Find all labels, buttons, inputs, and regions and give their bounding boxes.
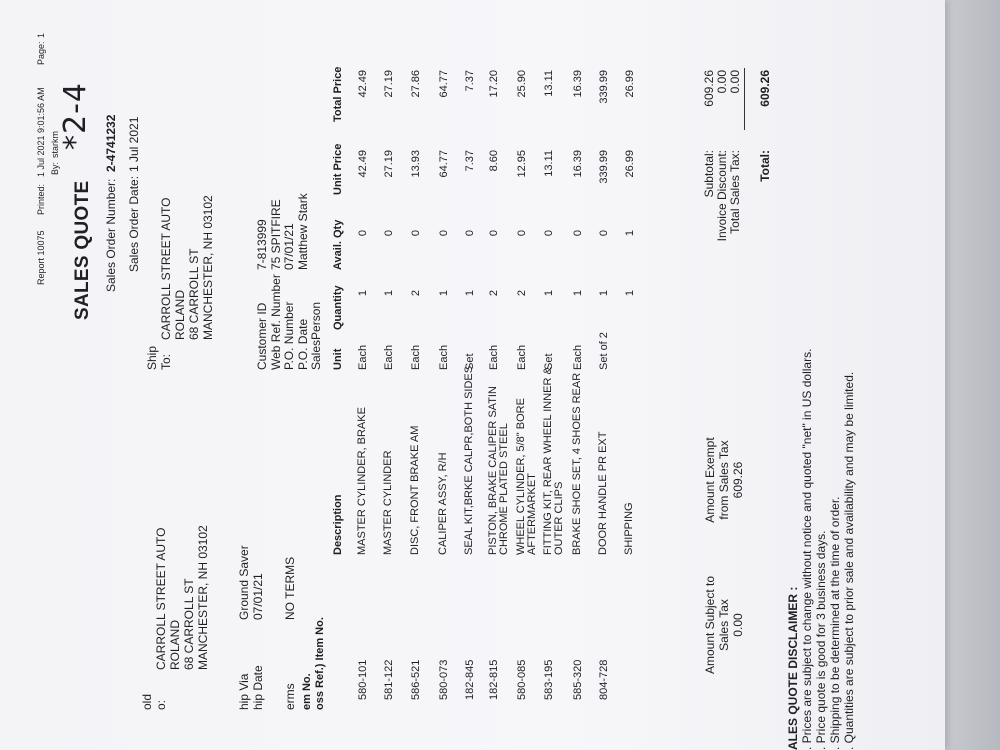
item-quantity: 1	[438, 290, 450, 297]
item-avail-qty: 0	[383, 230, 395, 237]
item-unit-price: 7.37	[464, 150, 476, 172]
terms-value: NO TERMS	[283, 556, 297, 620]
page-label: Page:	[36, 41, 46, 65]
disclaimer-text: Shipping to be determined at the time of order.	[828, 496, 842, 744]
item-total-price: 42.49	[357, 70, 369, 98]
ship-to-label-1: Ship	[145, 345, 159, 370]
report-number: Report 10075	[36, 230, 46, 285]
item-unit: Each	[357, 344, 369, 370]
item-number: 585-320	[572, 659, 584, 700]
ship-date-value: 07/01/21	[251, 573, 265, 620]
item-avail-qty: 0	[410, 230, 422, 237]
description-line: DOOR HANDLE PR EXT	[597, 431, 609, 555]
item-avail-qty: 0	[464, 230, 476, 237]
meta-left-values	[237, 545, 265, 620]
item-number: 583-195	[543, 659, 555, 700]
item-quantity: 1	[357, 290, 369, 297]
item-unit: Each	[516, 344, 528, 370]
ship-via-label: hip Via	[237, 673, 251, 710]
subtotal-label: Subtotal:	[702, 150, 716, 198]
item-unit-price: 16.39	[572, 150, 584, 178]
item-unit: Set	[464, 353, 476, 370]
sold-to-line: ROLAND	[168, 619, 182, 670]
item-avail-qty: 1	[624, 230, 636, 237]
ship-to-line: MANCHESTER, NH 03102	[201, 195, 215, 340]
item-number: 182-845	[464, 659, 476, 700]
amount-subject-value: 0.00	[731, 613, 745, 637]
item-unit-price: 42.49	[357, 150, 369, 178]
item-number: 580-073	[438, 659, 450, 700]
item-unit-price: 64.77	[438, 150, 450, 178]
meta-right-labels	[256, 274, 324, 370]
totals-labels	[703, 150, 742, 280]
description-line: WHEEL CYLINDER, 5/8" BORE	[515, 398, 527, 555]
item-number: 182-815	[488, 659, 500, 700]
item-total-price: 339.99	[598, 70, 610, 104]
sold-to-label-1: old	[140, 693, 154, 710]
item-total-price: 16.39	[572, 70, 584, 98]
total-label: Total:	[758, 150, 772, 182]
item-number: 804-728	[598, 659, 610, 700]
invoice-discount-label: Invoice Discount:	[715, 150, 729, 242]
terms-label: erms	[283, 683, 297, 710]
item-quantity: 2	[488, 290, 500, 297]
item-unit: Set of 2	[598, 332, 610, 370]
sold-to-label-2: o:	[154, 699, 168, 710]
sales-tax-label: Total Sales Tax:	[728, 150, 742, 234]
disclaimer-text: Price quote is good for 3 business days.	[814, 530, 828, 744]
sales-tax-value: 0.00	[728, 70, 742, 94]
item-quantity: 1	[543, 290, 555, 297]
description-line: MASTER CYLINDER	[382, 450, 394, 555]
description-line: CALIPER ASSY, R/H	[437, 452, 449, 555]
po-number-value: 75 SPITFIRE	[268, 199, 283, 270]
po-date-value: 07/01/21	[282, 223, 296, 270]
description-line: MASTER CYLINDER, BRAKE	[356, 407, 368, 555]
total-value: 609.26	[758, 70, 772, 107]
item-total-price: 27.86	[410, 70, 422, 98]
item-avail-qty: 0	[598, 230, 610, 237]
amount-subject-block	[703, 540, 745, 710]
by-value: starkm	[50, 131, 60, 158]
ship-to-line: ROLAND	[173, 289, 187, 340]
item-avail-qty: 0	[357, 230, 369, 237]
item-number: 580-085	[516, 659, 528, 700]
item-description	[598, 432, 609, 555]
ship-to-line: 68 CARROLL ST	[187, 248, 201, 340]
item-unit-price: 12.95	[516, 150, 528, 178]
totals-rule	[744, 68, 745, 130]
item-description	[410, 426, 421, 555]
item-description	[543, 367, 565, 555]
item-quantity: 1	[572, 290, 584, 297]
ship-to-line: CARROLL STREET AUTO	[159, 197, 173, 340]
disclaimer-heading: ALES QUOTE DISCLAIMER :	[786, 586, 800, 750]
item-quantity: 1	[598, 290, 610, 297]
salesperson-label: SalesPerson	[309, 301, 323, 370]
disclaimer-list	[800, 349, 856, 750]
item-quantity: 2	[410, 290, 422, 297]
item-total-price: 25.90	[516, 70, 528, 98]
printed-value: 1 Jul 2021 9:01:56 AM	[36, 87, 46, 177]
ship-via-value: Ground Saver	[237, 545, 251, 620]
invoice-discount-value: 0.00	[715, 70, 729, 94]
amount-exempt-label-2: from Sales Tax	[717, 440, 731, 520]
item-quantity: 1	[624, 290, 636, 297]
amount-subject-label-2: Sales Tax	[717, 599, 731, 651]
sold-to-line: 68 CARROLL ST	[182, 578, 196, 670]
item-quantity: 2	[516, 290, 528, 297]
disclaimer-line: . Quantities are subject to prior sale and availability and may be limited.	[842, 371, 856, 750]
order-date-label: Sales Order Date:	[127, 175, 141, 272]
meta-right-values	[256, 193, 310, 270]
item-unit-price: 8.60	[488, 150, 500, 172]
page-title: SALES QUOTE	[72, 180, 93, 320]
order-number-label: Sales Order Number:	[104, 178, 118, 292]
description-line: SHIPPING	[623, 502, 635, 555]
col-unit-price-header: Unit Price	[332, 143, 344, 195]
item-description	[357, 407, 368, 555]
item-avail-qty: 0	[438, 230, 450, 237]
description-line: PISTON, BRAKE CALIPER SATIN	[487, 386, 499, 555]
item-unit: Set	[543, 353, 555, 370]
sold-to-address	[154, 525, 210, 670]
item-unit: Each	[488, 344, 500, 370]
customer-id-label: Customer ID	[255, 302, 269, 370]
ship-date-label: hip Date	[251, 665, 265, 710]
item-number: 586-521	[410, 659, 422, 700]
col-description-header: Description	[332, 494, 344, 555]
po-date-label: P.O. Date	[295, 318, 310, 370]
item-description	[624, 502, 635, 555]
amount-exempt-label-1: Amount Exempt	[703, 437, 717, 523]
meta-left-labels	[237, 665, 265, 710]
col-unit-header: Unit	[332, 348, 344, 370]
item-description	[438, 452, 449, 555]
col-avail-header: Avail. Qty	[332, 219, 344, 270]
item-number: 581-122	[383, 659, 395, 700]
handwritten-note: *2-4	[58, 82, 93, 150]
col-total-price-header: Total Price	[332, 66, 344, 122]
item-unit: Each	[572, 344, 584, 370]
table-surface	[940, 0, 1000, 750]
col-quantity-header: Quantity	[332, 285, 344, 330]
item-unit-price: 13.93	[410, 150, 422, 178]
sold-to-line: MANCHESTER, NH 03102	[196, 525, 210, 670]
item-avail-qty: 0	[572, 230, 584, 237]
item-unit-price: 339.99	[598, 150, 610, 184]
item-unit: Each	[438, 344, 450, 370]
item-avail-qty: 0	[488, 230, 500, 237]
disclaimer-text: Prices are subject to change without notice and quoted "net" in US dollars.	[800, 348, 814, 744]
description-line: AFTERMARKET	[526, 473, 538, 555]
ship-to-address	[159, 195, 215, 340]
totals-values	[703, 70, 742, 130]
item-total-price: 26.99	[624, 70, 636, 98]
amount-exempt-block	[703, 420, 745, 540]
col-item-header-2: oss Ref.) Item No.	[314, 617, 326, 710]
description-line: SEAL KIT,BRKE CALPR,BOTH SIDES	[463, 365, 475, 555]
item-total-price: 13.11	[543, 70, 555, 97]
description-line: CHROME PLATED STEEL	[498, 423, 510, 555]
item-unit-price: 26.99	[624, 150, 636, 178]
description-line: FITTING KIT, REAR WHEEL INNER &	[542, 367, 554, 555]
by-label: By:	[50, 161, 60, 175]
item-avail-qty: 0	[543, 230, 555, 237]
item-quantity: 1	[383, 290, 395, 297]
subtotal-value: 609.26	[702, 70, 716, 107]
item-unit: Each	[383, 344, 395, 370]
printed-label: Printed:	[36, 183, 46, 215]
order-number-value: 2-4741232	[104, 114, 118, 172]
item-number: 580-101	[357, 659, 369, 700]
item-description	[383, 450, 394, 555]
item-total-price: 7.37	[464, 70, 476, 92]
item-description	[464, 366, 475, 555]
item-description	[516, 398, 538, 555]
item-total-price: 27.19	[383, 70, 395, 98]
web-ref-label: Web Ref. Number	[268, 274, 283, 370]
description-line: OUTER CLIPS	[553, 481, 565, 555]
item-quantity: 1	[464, 290, 476, 297]
item-unit-price: 13.11	[543, 150, 555, 177]
disclaimer-line: . Shipping to be determined at the time of order.	[828, 496, 842, 750]
item-avail-qty: 0	[516, 230, 528, 237]
description-line: DISC, FRONT BRAKE AM	[409, 425, 421, 555]
disclaimer-line: . Prices are subject to change without notice and quoted "net" in US dollars.	[800, 348, 814, 750]
amount-exempt-value: 609.26	[731, 461, 745, 499]
item-unit-price: 27.19	[383, 150, 395, 178]
item-total-price: 17.20	[488, 70, 500, 98]
disclaimer-text: Quantities are subject to prior sale and availability and may be limited.	[842, 371, 856, 744]
order-date-value: 1 Jul 2021	[127, 116, 141, 172]
customer-id-value: 7-813999	[255, 219, 269, 270]
item-total-price: 64.77	[438, 70, 450, 98]
sold-to-line: CARROLL STREET AUTO	[154, 527, 168, 670]
item-description	[488, 386, 510, 555]
disclaimer-line: . Price quote is good for 3 business days.	[814, 530, 828, 750]
amount-subject-label-1: Amount Subject to	[703, 575, 717, 675]
po-number-label: P.O. Number	[282, 301, 296, 370]
page-value: 1	[36, 32, 46, 38]
ship-to-label-2: To:	[159, 353, 173, 370]
item-unit: Each	[410, 344, 422, 370]
col-item-header-1: em No.	[301, 673, 313, 710]
description-line: BRAKE SHOE SET, 4 SHOES REAR	[571, 372, 583, 555]
item-description	[572, 373, 583, 555]
salesperson-value: Matthew Stark	[295, 193, 310, 270]
